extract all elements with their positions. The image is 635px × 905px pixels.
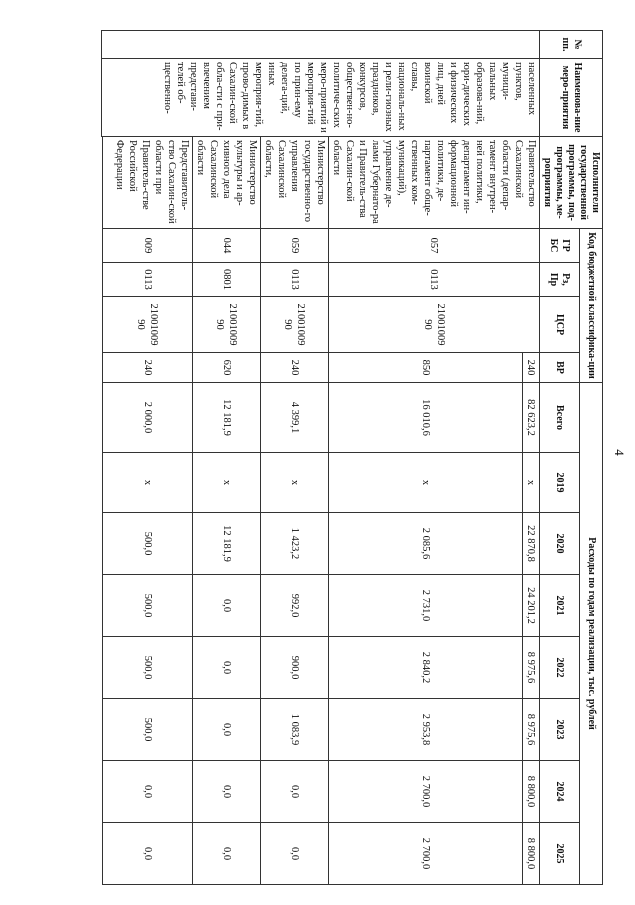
cell-num: [102, 31, 540, 59]
cell-vr: 240: [103, 353, 193, 383]
cell-2023: 500,0: [103, 699, 193, 761]
header-expenses: Расходы по годам реализации, тыс. рублей: [580, 383, 603, 885]
cell-grbs: 009: [103, 229, 193, 263]
cell-2020: 22 870,8: [522, 513, 539, 575]
cell-csr: 21001009 90: [103, 297, 193, 353]
cell-vr: 240: [261, 353, 329, 383]
cell-2022: 0,0: [193, 637, 261, 699]
cell-rzpr: 0113: [103, 263, 193, 297]
header-rzpr: Рз, Пр: [540, 263, 580, 297]
header-executor: Исполнители государственной программы, под-программы, ме-роприятия: [540, 137, 603, 229]
cell-executor: Правительство Сахалинской области (депар-тамент внутрен-ней политики, департамент ин-формационной политики, де-партамент обще-ственных ком-муникаций), управление де-лами Губернато-ра и Правитель-ства Сахалин-ской области: [329, 137, 540, 229]
cell-2023: 1 083,9: [261, 699, 329, 761]
cell-2021: 0,0: [193, 575, 261, 637]
cell-total: 16 010,6: [329, 383, 523, 453]
spacer-cell: [102, 137, 103, 885]
cell-2025: 2 700,0: [329, 823, 523, 885]
header-2019: 2019: [540, 453, 580, 513]
cell-total: 12 181,9: [193, 383, 261, 453]
cell-2024: 2 700,0: [329, 761, 523, 823]
cell-2022: 500,0: [103, 637, 193, 699]
header-csr: ЦСР: [540, 297, 580, 353]
cell-vr: 240: [522, 353, 539, 383]
header-2022: 2022: [540, 637, 580, 699]
cell-2025: 8 800,0: [522, 823, 539, 885]
cell-2019: x: [522, 453, 539, 513]
cell-total: 4 399,1: [261, 383, 329, 453]
header-2021: 2021: [540, 575, 580, 637]
header-total: Всего: [540, 383, 580, 453]
cell-2021: 500,0: [103, 575, 193, 637]
header-name: Наименова-ние меро-приятия: [540, 59, 603, 137]
table-row: [261, 31, 329, 885]
cell-vr: 850: [329, 353, 523, 383]
cell-grbs: 044: [193, 229, 261, 263]
cell-2022: 2 840,2: [329, 637, 523, 699]
cell-2019: x: [193, 453, 261, 513]
cell-2021: 2 731,0: [329, 575, 523, 637]
cell-grbs: 059: [261, 229, 329, 263]
header-budget-code: Код бюджетной классифика-ции: [580, 229, 603, 383]
cell-executor: Министерство государственно-го управления Сахалинской области,: [261, 137, 329, 229]
cell-2020: 2 085,6: [329, 513, 523, 575]
header-2024: 2024: [540, 761, 580, 823]
cell-measure-name: населенных пунктов, муници-пальных образова-ний, юри-дических и физических лиц, дней воинской славы, националь-ных и рели-гиозных праздников, конкурсов, обществен-но-политиче-ских меро-приятий и мероприя-тий по прин-ему делега-ций, иных мероприя-тий, прово-димых в Сахалин-ской обла-сти с при-влечением представи-телей об-щественно-: [102, 59, 540, 137]
cell-csr: 21001009 90: [329, 297, 540, 353]
cell-2020: 12 181,9: [193, 513, 261, 575]
cell-2023: 0,0: [193, 699, 261, 761]
cell-rzpr: 0113: [261, 263, 329, 297]
cell-vr: 620: [193, 353, 261, 383]
cell-executor: Министерство культуры и ар-хивного дела Сахалинской области: [193, 137, 261, 229]
cell-2024: 0,0: [193, 761, 261, 823]
cell-2024: 8 800,0: [522, 761, 539, 823]
header-2020: 2020: [540, 513, 580, 575]
header-num: № пп.: [540, 31, 603, 59]
cell-2024: 0,0: [103, 761, 193, 823]
cell-total: 82 623,2: [522, 383, 539, 453]
cell-grbs: 057: [329, 229, 540, 263]
cell-2019: x: [103, 453, 193, 513]
cell-2020: 500,0: [103, 513, 193, 575]
cell-total: 2 000,0: [103, 383, 193, 453]
cell-csr: 21001009 90: [193, 297, 261, 353]
cell-2019: x: [261, 453, 329, 513]
header-grbs: ГР БС: [540, 229, 580, 263]
table-row: [193, 31, 261, 885]
cell-2019: x: [329, 453, 523, 513]
cell-csr: 21001009 90: [261, 297, 329, 353]
header-2025: 2025: [540, 823, 580, 885]
cell-2022: 8 975,6: [522, 637, 539, 699]
cell-2024: 0,0: [261, 761, 329, 823]
cell-2023: 8 975,6: [522, 699, 539, 761]
cell-executor: Представитель-ство Сахалин-ской области при Правитель-стве Российской Федерации: [103, 137, 193, 229]
cell-2025: 0,0: [103, 823, 193, 885]
cell-2021: 992,0: [261, 575, 329, 637]
header-2023: 2023: [540, 699, 580, 761]
header-vr: ВР: [540, 353, 580, 383]
cell-2025: 0,0: [193, 823, 261, 885]
cell-2025: 0,0: [261, 823, 329, 885]
page-number: 4: [612, 449, 627, 456]
budget-table: [101, 30, 603, 885]
table-row: [522, 31, 539, 885]
cell-2022: 900,0: [261, 637, 329, 699]
cell-rzpr: 0113: [329, 263, 540, 297]
cell-2023: 2 953,8: [329, 699, 523, 761]
table-row: [102, 31, 103, 885]
cell-2020: 1 423,2: [261, 513, 329, 575]
cell-rzpr: 0801: [193, 263, 261, 297]
cell-2021: 24 201,2: [522, 575, 539, 637]
table-row: [103, 31, 193, 885]
